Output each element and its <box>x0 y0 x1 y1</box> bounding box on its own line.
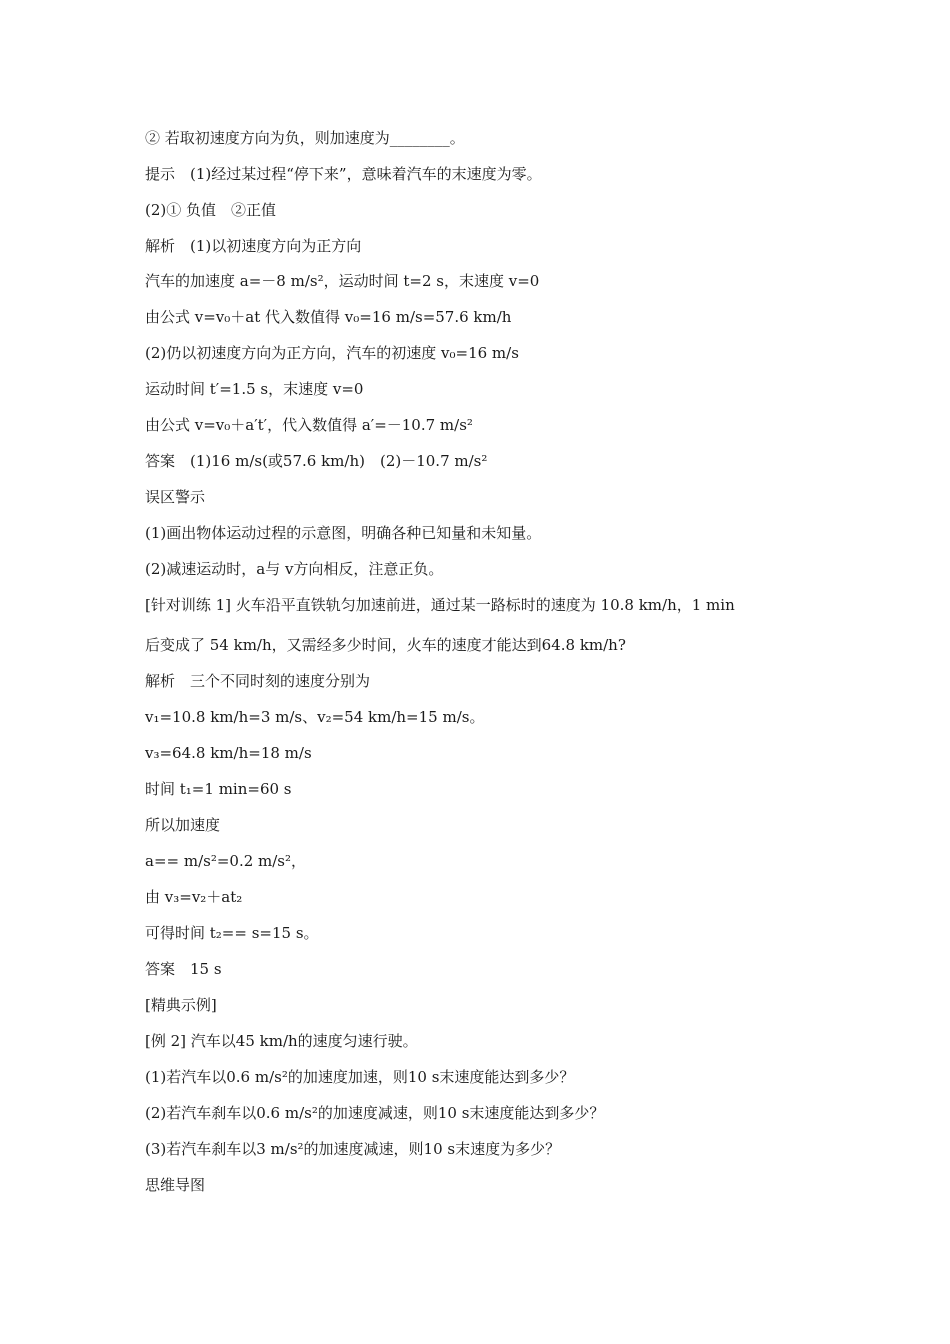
text-line: (2)① 负值 ②正值 <box>145 201 277 219</box>
text-line: 可得时间 t₂== s=15 s。 <box>145 924 319 942</box>
text-line: 由公式 v=v₀＋at 代入数值得 v₀=16 m/s=57.6 km/h <box>145 308 512 326</box>
text-line: 所以加速度 <box>145 816 221 834</box>
text-line: 答案 (1)16 m/s(或57.6 km/h) (2)－10.7 m/s² <box>145 452 488 470</box>
text-line: 运动时间 t′=1.5 s，末速度 v=0 <box>145 380 364 398</box>
section-heading: 误区警示 <box>145 488 206 506</box>
text-line: 解析 (1)以初速度方向为正方向 <box>145 237 362 255</box>
text-line: (2)若汽车刹车以0.6 m/s²的加速度减速，则10 s末速度能达到多少？ <box>145 1104 605 1122</box>
text-line: ② 若取初速度方向为负，则加速度为________。 <box>145 129 465 147</box>
text-line: (1)若汽车以0.6 m/s²的加速度加速，则10 s末速度能达到多少？ <box>145 1068 575 1086</box>
text-line: (3)若汽车刹车以3 m/s²的加速度减速，则10 s末速度为多少？ <box>145 1140 561 1158</box>
text-line: 汽车的加速度 a=－8 m/s²，运动时间 t=2 s，末速度 v=0 <box>145 272 540 290</box>
text-line: 提示 (1)经过某过程“停下来”，意味着汽车的末速度为零。 <box>145 165 542 183</box>
section-heading: 思维导图 <box>145 1176 206 1194</box>
text-line: 解析 三个不同时刻的速度分别为 <box>145 672 371 690</box>
section-heading: [精典示例] <box>145 996 217 1014</box>
text-line: 由 v₃=v₂＋at₂ <box>145 888 243 906</box>
text-line: v₁=10.8 km/h=3 m/s、v₂=54 km/h=15 m/s。 <box>145 708 485 726</box>
text-line: 答案 15 s <box>145 960 222 978</box>
text-line: 时间 t₁=1 min=60 s <box>145 780 292 798</box>
text-line: 后变成了 54 km/h，又需经多少时间，火车的速度才能达到64.8 km/h? <box>145 636 626 654</box>
text-line: [例 2] 汽车以45 km/h的速度匀速行驶。 <box>145 1032 418 1050</box>
text-line: (2)仍以初速度方向为正方向，汽车的初速度 v₀=16 m/s <box>145 344 519 362</box>
text-line: [针对训练 1] 火车沿平直铁轨匀加速前进，通过某一路标时的速度为 10.8 km/h，1 min <box>145 596 735 614</box>
text-line: (1)画出物体运动过程的示意图，明确各种已知量和未知量。 <box>145 524 542 542</box>
text-line: a== m/s²=0.2 m/s²， <box>145 852 307 870</box>
text-line: (2)减速运动时，a与 v方向相反，注意正负。 <box>145 560 444 578</box>
text-line: 由公式 v=v₀＋a′t′，代入数值得 a′=－10.7 m/s² <box>145 416 473 434</box>
text-line: v₃=64.8 km/h=18 m/s <box>145 744 312 762</box>
